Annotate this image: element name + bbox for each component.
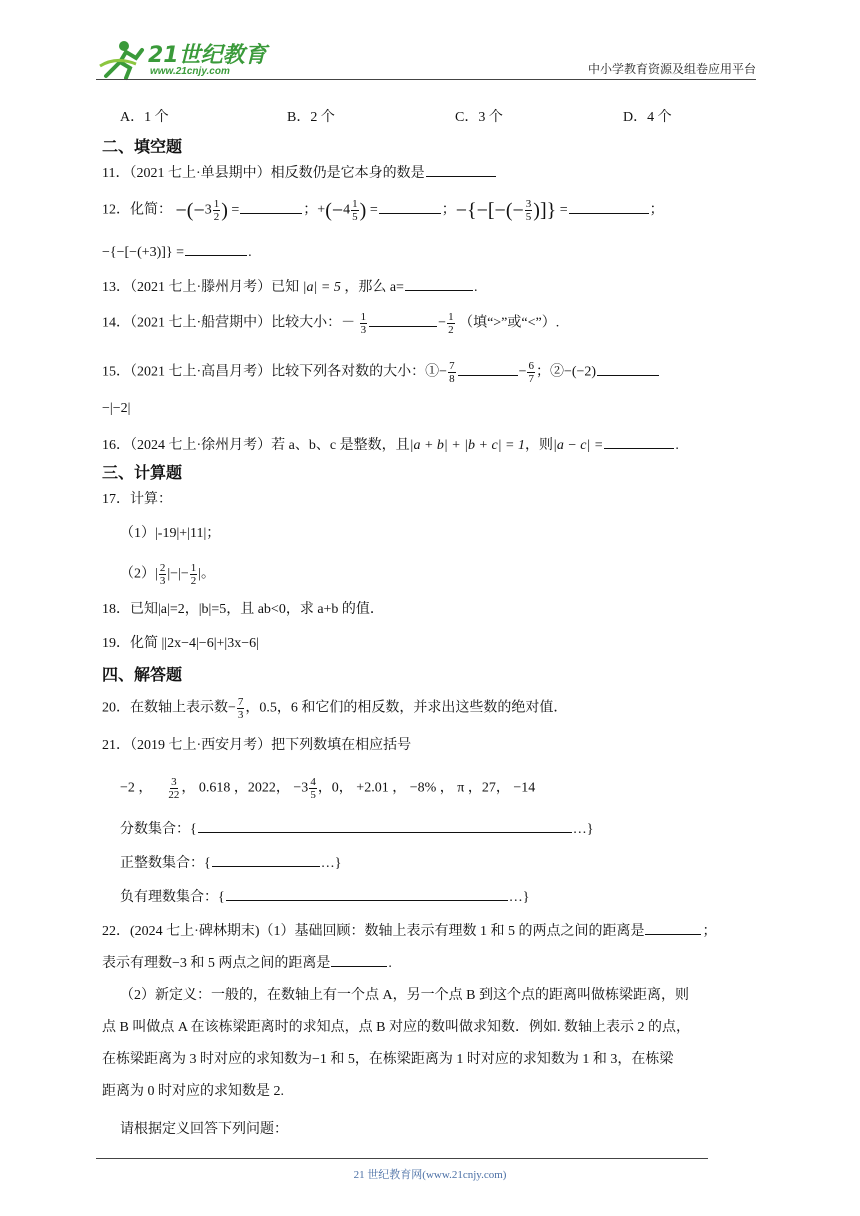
- q22-l1: 22．(2024 七上·碑林期末)（1）基础回顾：数轴上表示有理数 1 和 5 的两点之间的距离是: [102, 924, 645, 939]
- question-12-line2: [102, 241, 252, 263]
- section-title-answer: 四、解答题: [102, 667, 183, 684]
- q13-mid: ，那么 a=: [340, 280, 404, 295]
- answer-blank[interactable]: [645, 920, 701, 935]
- fraction-den: 22: [168, 789, 180, 801]
- q22-para-4: 距离为 0 时对应的求知数是 2.: [102, 1084, 284, 1099]
- footer-link[interactable]: 21 世纪教育网(www.21cnjy.com): [353, 1169, 507, 1181]
- logo-url: www.21cnjy.com: [150, 66, 230, 77]
- answer-blank[interactable]: [369, 312, 437, 327]
- q12-end: .: [248, 245, 252, 260]
- q16-end: .: [675, 438, 679, 453]
- q13-end: .: [473, 280, 478, 295]
- q21-nums-c: ，0， +2.01 ， −8% ， π ，27， −14: [317, 780, 536, 796]
- q17-s2b: |−|−: [167, 566, 189, 582]
- q15-lead: 15．（2021 七上·高昌月考）比较下列各对数的大小：①−: [102, 364, 448, 380]
- question-18: 18．已知|a|=2，|b|=5，且 ab<0，求 a+b 的值．: [102, 602, 384, 617]
- question-15-line2: −|−2|: [102, 401, 131, 416]
- fraction-num: 1: [352, 198, 358, 210]
- q12-lead: 12．化简：: [102, 202, 172, 218]
- section-title-calc: 三、计算题: [102, 465, 183, 482]
- footer-divider: [96, 1158, 708, 1159]
- q14-end: （填“>”或“<”）.: [459, 315, 560, 331]
- fraction-den: 3: [237, 709, 244, 721]
- fraction-den: 5: [310, 789, 316, 801]
- set-positive-integers: [120, 852, 341, 874]
- q22-l2: 表示有理数−3 和 5 两点之间的距离是: [102, 956, 331, 971]
- question-12: 12．化简： −(−3 $\frac{1}{2}$ ) = ；+(−4 $\frac{1}{5}$ ) = ；−{−[−(− $\frac{3}{5}$ )]} = ；: [102, 198, 664, 223]
- q15-mid2: ；②−(−2): [535, 364, 597, 380]
- answer-blank[interactable]: [240, 199, 302, 214]
- fraction-den: 3: [159, 575, 166, 587]
- answer-blank[interactable]: [597, 361, 659, 376]
- q16-mid: ，则: [525, 438, 553, 453]
- answer-blank[interactable]: [604, 434, 674, 449]
- question-11: [102, 162, 497, 184]
- logo-text: 21世纪教育: [148, 43, 267, 68]
- fraction-den: 2: [213, 211, 220, 223]
- site-tagline: 中小学教育资源及组卷应用平台: [587, 62, 756, 76]
- q16-expr2: |a − c| =: [553, 438, 604, 453]
- set-label: 分数集合：{: [120, 822, 197, 837]
- question-17-part1: （1）|-19|+|11|；: [120, 526, 221, 541]
- q13-abs: |a| = 5: [302, 280, 341, 295]
- answer-blank[interactable]: [569, 199, 649, 214]
- q16-expr: |a + b| + |b + c| = 1: [409, 438, 525, 453]
- q12-sep: ；: [649, 202, 664, 218]
- fraction-num: 7: [449, 360, 455, 372]
- q17-s2c: |。: [198, 566, 216, 582]
- header-divider: [96, 79, 756, 80]
- q22-para-5: 请根据定义回答下列问题：: [120, 1122, 288, 1137]
- question-14: [102, 311, 559, 336]
- set-close: …}: [508, 890, 530, 905]
- question-13: [102, 276, 477, 298]
- fraction-den: 7: [528, 373, 534, 385]
- answer-blank[interactable]: [331, 952, 387, 967]
- q20-lead: 20．在数轴上表示数−: [102, 700, 236, 716]
- answer-blank[interactable]: [212, 852, 320, 867]
- fraction-num: 1: [190, 562, 197, 574]
- q11-text: 11．（2021 七上·单县期中）相反数仍是它本身的数是: [102, 166, 425, 181]
- question-15: [102, 360, 660, 385]
- question-19: 19．化简 ||2x−4|−6|+|3x−6|: [102, 636, 259, 651]
- fraction-den: 2: [448, 324, 454, 336]
- set-label: 正整数集合：{: [120, 856, 211, 871]
- fraction-num: 3: [171, 776, 177, 788]
- q14-lead: 14．（2021 七上·船营期中）比较大小：－: [102, 315, 356, 331]
- q21-nums-b: ， 0.618 ，2022， −3: [181, 780, 309, 796]
- option-a: A．1 个: [120, 110, 169, 125]
- fraction-num: 3: [525, 198, 532, 210]
- option-c: C．3 个: [455, 110, 503, 125]
- fraction-den: 3: [360, 324, 367, 336]
- q22-l1e: ；: [702, 924, 717, 939]
- answer-blank[interactable]: [185, 241, 247, 256]
- question-17: 17．计算：: [102, 492, 172, 507]
- answer-blank[interactable]: [405, 276, 473, 291]
- set-label: 负有理数集合：{: [120, 890, 225, 905]
- question-22-line1: [102, 920, 716, 942]
- q20-rest: ，0.5，6 和它们的相反数，并求出这些数的绝对值．: [245, 700, 568, 716]
- section-title-fill: 二、填空题: [102, 139, 183, 156]
- q14-mid: −: [438, 315, 447, 331]
- question-16: [102, 434, 679, 456]
- set-close: …}: [572, 822, 594, 837]
- q16-lead: 16．（2024 七上·徐州月考）若 a、b、c 是整数，且: [102, 438, 410, 453]
- q17-s2a: （2）|: [120, 566, 158, 582]
- question-21: 21．（2019 七上·西安月考）把下列数填在相应括号: [102, 738, 412, 753]
- fraction-den: 2: [190, 575, 197, 587]
- question-20: [102, 696, 567, 721]
- q12-line2: −{−[−(+3)]} =: [102, 245, 185, 260]
- q22-para-3: 在栋梁距离为 3 时对应的求知数为−1 和 5，在栋梁距离为 1 时对应的求知数为 1 和 3，在栋梁: [102, 1052, 674, 1067]
- fraction-den: 5: [352, 211, 358, 223]
- site-logo: [96, 36, 266, 82]
- fraction-num: 2: [159, 562, 166, 574]
- set-negative-rationals: [120, 886, 529, 908]
- fraction-num: 1: [360, 311, 367, 323]
- fraction-den: 8: [449, 373, 455, 385]
- q22-para-2: 点 B 叫做点 A 在该栋梁距离时的求知点，点 B 对应的数叫做求知数．例如. 数轴上表示 2 的点，: [102, 1020, 691, 1035]
- question-22-line2: [102, 952, 392, 974]
- q22-l2e: .: [388, 956, 392, 971]
- option-d: D．4 个: [623, 110, 672, 125]
- answer-blank[interactable]: [426, 162, 496, 177]
- set-close: …}: [320, 856, 342, 871]
- option-b: B．2 个: [287, 110, 335, 125]
- set-fractions: [120, 818, 593, 840]
- fraction-num: 6: [528, 360, 534, 372]
- fraction-num: 7: [237, 696, 244, 708]
- answer-blank[interactable]: [458, 361, 518, 376]
- q22-para-1: （2）新定义：一般的，在数轴上有一个点 A，另一个点 B 到这个点的距离叫做栋梁距离，则: [120, 988, 689, 1003]
- q15-mid: −: [518, 364, 527, 380]
- answer-blank[interactable]: [226, 886, 508, 901]
- q13-lead: 13．（2021 七上·滕州月考）已知: [102, 280, 303, 295]
- answer-blank[interactable]: [379, 199, 441, 214]
- fraction-num: 4: [310, 776, 316, 788]
- question-21-numbers: [120, 776, 535, 801]
- fraction-den: 5: [525, 211, 532, 223]
- question-17-part2: [120, 562, 215, 587]
- answer-blank[interactable]: [198, 818, 572, 833]
- fraction-num: 1: [448, 311, 454, 323]
- q21-nums-a: −2 ，: [120, 780, 153, 796]
- fraction-num: 1: [213, 198, 220, 210]
